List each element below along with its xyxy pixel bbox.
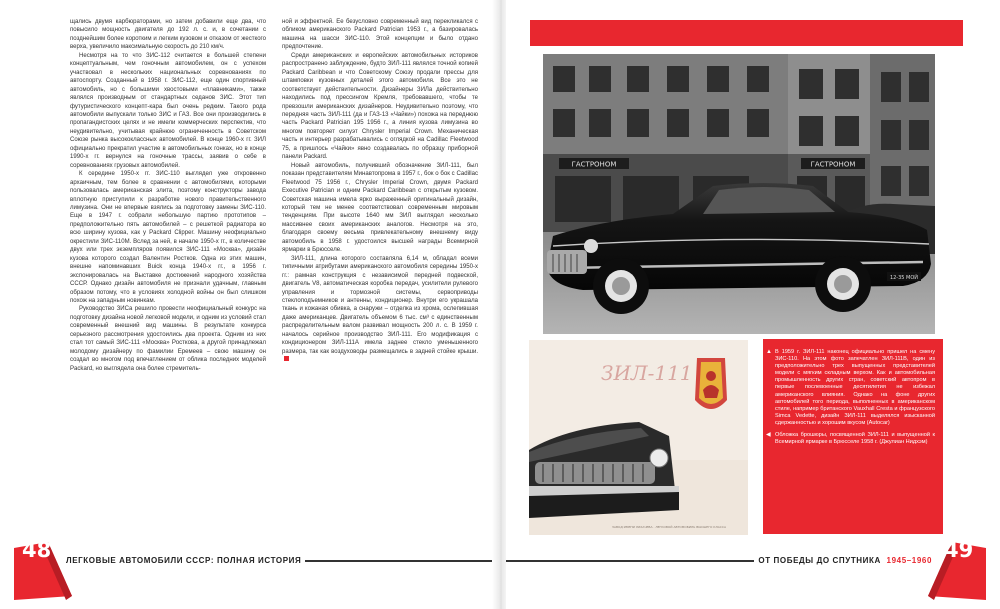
photo-zil-111v-convertible [543, 54, 935, 334]
left-page [0, 0, 496, 609]
license-plate: 12-35 МОЙ [889, 275, 919, 281]
paragraph: Новый автомобиль, получивший обозначение ЗИЛ-111, был показан представителям Минавтопрома в 1957 г., бок о бок с Cadillac Fleetwood 75 1956 г., Chrysler Imperial Crown, двумя Packard Executive Patrician и одним Packard Caribbean с открытым кузовом. Советская машина имела ярко выраженный оригинальный дизайн, который тем не менее соответствовал современным мировым тенденциям. При высоте 1640 мм ЗИЛ выглядел несколько массивнее своих американских аналогов. Несмотря на это, благодаря своему весьма привлекательному внешнему виду автомобиль в 1958 г. удостоился высшей награды Всемирной ярмарки в Брюсселе. [282, 162, 478, 254]
left-page-column-2 [282, 18, 478, 365]
paragraph: щались двумя карбюраторами, но затем добавили еще два, что повысило мощность двигателя до 192 л. с. и, в сочетании с позднейшим более коротким и легким кузовом и отказом от жесткого верха, увеличило максимальную скорость до 210 км/ч. [70, 19, 266, 51]
running-title-text: ОТ ПОБЕДЫ ДО СПУТНИКА [758, 556, 881, 565]
running-footer-left [62, 555, 492, 566]
photo-illustration [543, 54, 935, 334]
end-of-article-mark [284, 356, 289, 361]
paragraph: Несмотря на то что ЗИС-112 считается в большей степени концептуальным, чем гоночным автомобилем, он с успехом участвовал в нескольких национальных соревнованиях по автоспорту. Созданный в 1958 г. ЗИС-112, еще один спортивный автомобиль, но с большими хвостовыми «плавниками», также являлся производным от стандартных седанов ЗИС. Этот тип футуристического концепт-кара был очень редким. Такого рода автомобили выпускали только ЗИС и ГАЗ. Все они производились в пропагандистских целях и не имели коммерческих перспектив, что неудивительно, учитывая крайнюю ограниченность в Советском Союзе рынка высококлассных автомобилей. В конце 1960-х гг. ЗИЛ официально прекратил участие в автомобильных гонках, но в конце 1990-х гг. вернулся на гоночные трассы, заявив о себе в соревнованиях грузовых автомобилей. [70, 52, 266, 169]
store-sign-right: ГАСТРОНОМ [810, 160, 856, 169]
paragraph: Руководство ЗИСа решило провести неофициальный конкурс на подготовку дизайна новой легковой модели, и одним из условий стал современный внешний вид машины. В результате конкурса серьезного рассмотрения удостоились два проекта. Одним из них стал тот самый ЗИС-111 «Москва» Росткова, а другой принадлежал молодому дизайнеру по фамилии Еремеев – свою машину он создал во многом под впечатлением от облика последних моделей Packard, но выглядела она более стремитель- [70, 306, 266, 372]
running-title-left: ЛЕГКОВЫЕ АВТОМОБИЛИ СССР: ПОЛНАЯ ИСТОРИЯ [62, 555, 305, 566]
running-title-right [754, 555, 936, 566]
running-title-years: 1945–1960 [886, 556, 932, 565]
brochure-footer-text: ЗАВОД ИМЕНИ ЛИХАЧЕВА · ЛЕГКОВОЙ АВТОМОБИЛЬ ВЫСШЕГО КЛАССА [611, 525, 727, 529]
paragraph: Среди американских и европейских автомобильных историков распространено заблуждение, будто ЗИЛ-111 являлся точной копией Packard Caribbean и что Советскому Союзу продали прессы для штамповки кузовных деталей этого автомобиля. Все это не соответствует действительности. Дизайнеры ЗИЛа действительно находились под прессингом Кремля, требовавшего, чтобы те превзошли американских дизайнеров. Неудивительно поэтому, что передняя часть ЗИЛ-111 (да и ГАЗ-13 «Чайки») похожа на переднюю часть Packard Patrician 195 1956 г., а линия кузова лимузина во многом повторяет силуэт Chrysler Imperial Crown. Механическая часть и интерьер разрабатывались с оглядкой на Cadillac Fleetwood 75, а пришлось «Чайки» явно создавалась по образцу приборной панели Packard. [282, 52, 478, 161]
paragraph-text: ЗИЛ-111, длина которого составляла 6,14 м, обладал всеми типичными атрибутами американского автомобиля середины 1950-х гг.: рамная конструкция с независимой передней подвеской, двигатель V8, автоматическая коробка передач, усилители рулевого управления и тормозной системы, сервоприводы стеклоподъемников и антенны, кондиционер. Внутри его украшала ткань и кожаная обивка, а снаружи – отделка из хрома, ослепившая даже американцев. Двигатель объемом 6 тыс. см³ с единственным распределительным валом развивал мощность 200 л. с. В 1959 г. началось серийное производство ЗИЛ-111. Его модификация с кондиционером ЗИЛ-111А имела заднее стекло уменьшенного размера, так как воздуховоды размещались в задней стойке крыши. [282, 255, 478, 355]
caption-box [763, 339, 943, 534]
red-header-band [530, 20, 963, 46]
caption-brochure-text: Обложка брошюры, посвященной ЗИЛ-111 и выпущенной к Всемирной ярмарке в Брюсселе 1958 г. (Джулиан Нидхэм) [775, 432, 935, 446]
store-sign-left: ГАСТРОНОМ [571, 160, 617, 169]
caption-bullet-left: ◀ [766, 432, 771, 439]
caption-brochure [763, 432, 943, 446]
page-number-right: 49 [944, 538, 974, 562]
caption-bullet-up: ▲ [766, 349, 772, 355]
caption-top-spacer [763, 339, 943, 349]
caption-photo-text: В 1959 г. ЗИЛ-111 наконец официально пришел на смену ЗИС-110. На этом фото запечатлен ЗИЛ-111В, один из предположительно трех выпущенных представителей модели с мягким складным верхом. Как и автомобильная промышленность других стран, советский автопром в первые послевоенные десятилетия не избежал американского влияния. Однако на фоне других автомобилей того периода, выполненных в американском стиле, например британского Vauxhall Cresta и французского Simca Vedette, дизайн ЗИЛ-111 выделялся изысканной сдержанностью и хорошим вкусом (Autocar) [775, 349, 935, 426]
brochure-illustration [529, 340, 748, 535]
running-footer-right [506, 555, 936, 566]
brochure-cover-illustration [529, 340, 748, 535]
paragraph: К середине 1950-х гг. ЗИС-110 выглядел уже откровенно архаичным, тем более в сравнении с автомобилями, которыми пользовалась американская элита, поэтому конструкторы завода вплотную приступили к разработке нового правительственного лимузина. Они не впервые взялись за подготовку замены ЗИС-110. Еще в 1947 г. собрали небольшую партию прототипов – предположительно пять автомобилей – с решеткой радиатора во всю ширину кузова, как у Packard Clipper. Машину неофициально окрестили ЗИС-110М. Вслед за ней, в начале 1950-х гг., в количестве двух или трех экземпляров появился ЗИС-111 «Москва», дизайн кузова которого создал Валентин Ростков. Одна из этих машин, внешне напоминавших Buick конца 1940-х гг., в 1956 г. экспонировалась на Выставке достижений народного хозяйства СССР. Однако дизайн автомобиля не признали удачным, главным образом потому, что в условиях холодной войны он был слишком похож на западным новинкам. [70, 171, 266, 304]
paragraph: ной и эффектной. Ее безусловно современный вид перекликался с обликом американского Packard Patrician 1953 г., а базировалась машина на шасси ЗИС-110. Этой концепции и было отдано предпочтение. [282, 19, 478, 51]
left-page-column-1 [70, 18, 266, 373]
caption-photo [763, 349, 943, 427]
page-number-left: 48 [22, 538, 52, 562]
brochure-title: ЗИЛ-111 [601, 361, 693, 385]
paragraph [282, 255, 478, 365]
